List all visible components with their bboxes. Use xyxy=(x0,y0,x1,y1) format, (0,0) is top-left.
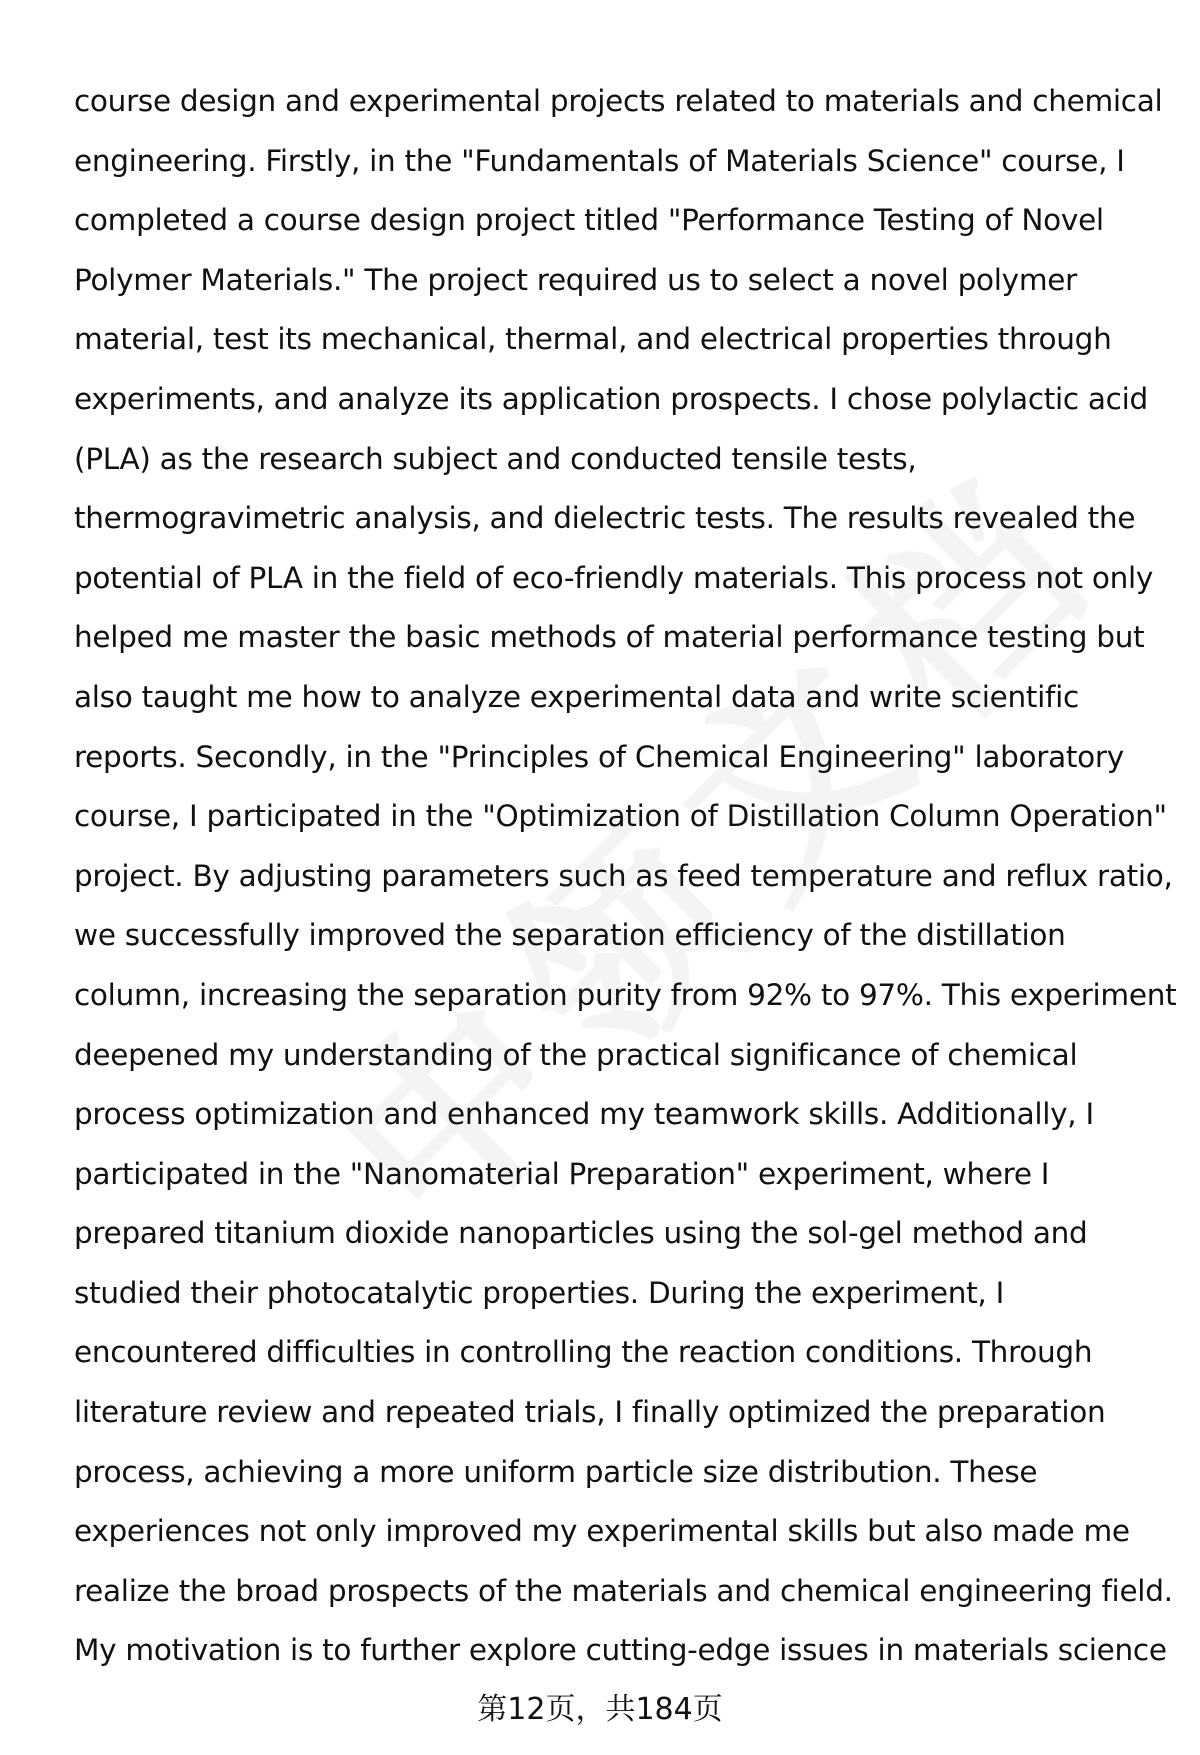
text-line: completed a course design project titled "Performance Testing of Novel xyxy=(74,203,1104,238)
text-line: participated in the "Nanomaterial Preparation" experiment, where I xyxy=(74,1156,1050,1191)
text-line: studied their photocatalytic properties. During the experiment, I xyxy=(74,1275,1004,1310)
text-line: deepened my understanding of the practical significance of chemical xyxy=(74,1037,1078,1072)
text-line: helped me master the basic methods of material performance testing but xyxy=(74,620,1145,655)
text-line: realize the broad prospects of the materials and chemical engineering field. xyxy=(74,1573,1173,1608)
text-line: course, I participated in the "Optimization of Distillation Column Operation" xyxy=(74,799,1167,834)
text-line: literature review and repeated trials, I finally optimized the preparation xyxy=(74,1395,1106,1430)
text-line: material, test its mechanical, thermal, and electrical properties through xyxy=(74,322,1112,357)
text-line: potential of PLA in the field of eco-friendly materials. This process not only xyxy=(74,560,1154,595)
body-text xyxy=(74,72,1184,1681)
text-line: thermogravimetric analysis, and dielectric tests. The results revealed the xyxy=(74,501,1136,536)
text-line: we successfully improved the separation efficiency of the distillation xyxy=(74,918,1066,953)
page-number-footer: 第12页，共184页 xyxy=(477,1692,723,1727)
text-line: process optimization and enhanced my teamwork skills. Additionally, I xyxy=(74,1097,1094,1132)
text-line: course design and experimental projects related to materials and chemical xyxy=(74,84,1163,118)
text-line: prepared titanium dioxide nanoparticles using the sol-gel method and xyxy=(74,1216,1088,1251)
text-line: Polymer Materials." The project required us to select a novel polymer xyxy=(74,262,1077,297)
text-line: My motivation is to further explore cutting-edge issues in materials science xyxy=(74,1633,1167,1668)
text-line: process, achieving a more uniform particle size distribution. These xyxy=(74,1454,1038,1489)
text-line: project. By adjusting parameters such as feed temperature and reflux ratio, xyxy=(74,858,1173,893)
text-line: also taught me how to analyze experimental data and write scientific xyxy=(74,679,1079,714)
text-line: column, increasing the separation purity from 92% to 97%. This experiment xyxy=(74,977,1177,1012)
text-line: experiences not only improved my experimental skills but also made me xyxy=(74,1514,1130,1549)
text-line: experiments, and analyze its application prospects. I chose polylactic acid xyxy=(74,381,1148,416)
text-line: (PLA) as the research subject and conducted tensile tests, xyxy=(74,441,917,476)
text-line: reports. Secondly, in the "Principles of Chemical Engineering" laboratory xyxy=(74,739,1124,774)
text-line: engineering. Firstly, in the "Fundamentals of Materials Science" course, I xyxy=(74,143,1125,178)
text-line: encountered difficulties in controlling the reaction conditions. Through xyxy=(74,1335,1093,1370)
